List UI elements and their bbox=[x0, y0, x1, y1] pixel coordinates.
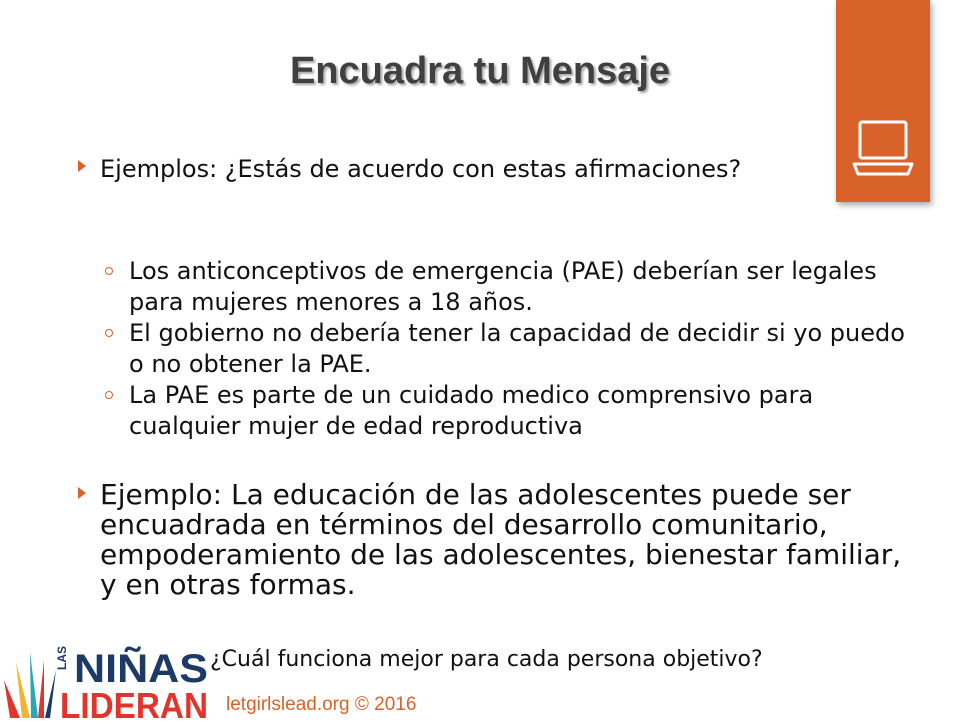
arrow-bullet-icon bbox=[78, 160, 86, 172]
slide-title: Encuadra tu Mensaje bbox=[289, 50, 671, 92]
bullet-1 bbox=[100, 154, 760, 185]
subbullet-3 bbox=[129, 380, 919, 442]
bullet-text: Ejemplo: La educación de las adolescentes puede ser encuadrada en términos del desarrollo comunitario, empoderamiento de las adolescentes, bienestar familiar, y en otras formas. bbox=[100, 478, 902, 601]
subbullet-text: Los anticonceptivos de emergencia (PAE) deberían ser legales para mujeres menores a 18 años. bbox=[129, 257, 877, 316]
ring-bullet-icon bbox=[105, 391, 113, 399]
arrow-bullet-icon bbox=[78, 487, 86, 499]
subbullet-text: El gobierno no debería tener la capacidad de decidir si yo puedo o no obtener la PAE. bbox=[129, 319, 905, 378]
ring-bullet-icon bbox=[105, 267, 113, 275]
footer-credit: letgirlslead.org © 2016 bbox=[226, 694, 417, 715]
question-line bbox=[210, 646, 930, 674]
bullet-2 bbox=[100, 480, 910, 600]
logo-ninas-lideran bbox=[0, 640, 212, 720]
bullet-text: Ejemplos: ¿Estás de acuerdo con estas afirmaciones? bbox=[100, 155, 742, 183]
logo-small-text: LAS bbox=[55, 646, 69, 670]
ring-bullet-icon bbox=[105, 329, 113, 337]
logo-line2: LIDERAN bbox=[60, 685, 208, 720]
logo-rays bbox=[4, 652, 56, 718]
logo-line1: NIÑAS bbox=[74, 647, 199, 691]
subbullet-2 bbox=[129, 318, 919, 380]
logo-graphic bbox=[0, 640, 212, 720]
question-text: ¿Cuál funciona mejor para cada persona objetivo? bbox=[210, 647, 763, 672]
subbullet-1 bbox=[129, 256, 889, 318]
subbullet-text: La PAE es parte de un cuidado medico comprensivo para cualquier mujer de edad reproductiva bbox=[129, 381, 814, 440]
